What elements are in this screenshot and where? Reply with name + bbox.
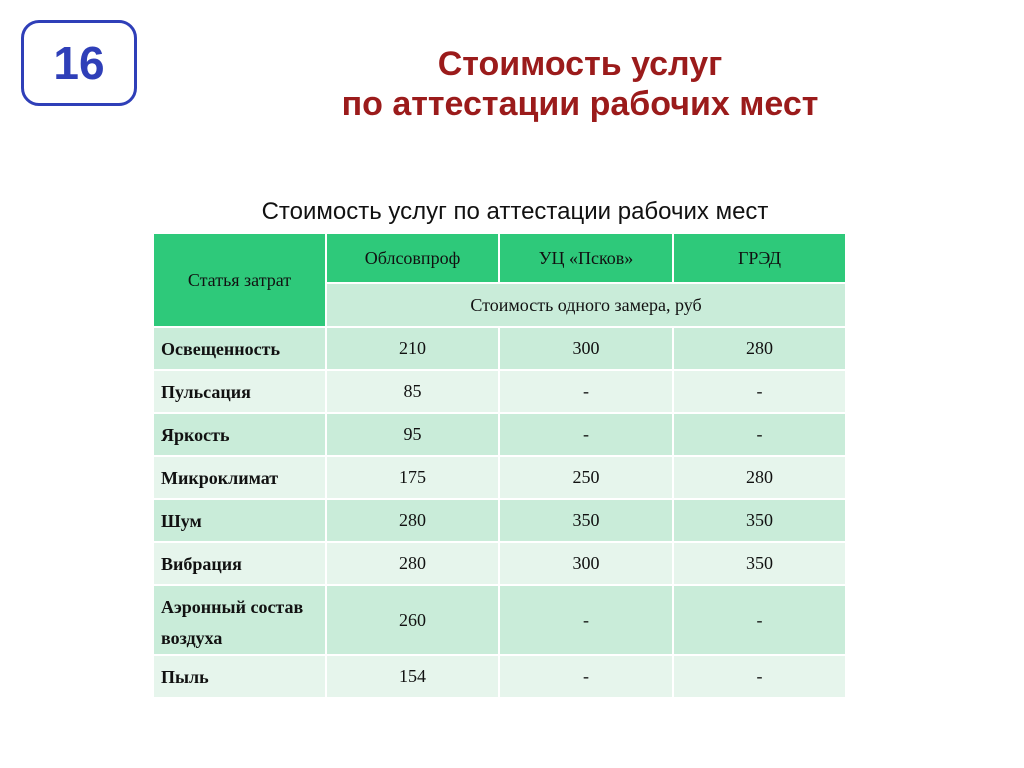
cell-value: 280 (326, 499, 499, 542)
cell-value: - (499, 413, 673, 456)
cell-value: 350 (499, 499, 673, 542)
cell-value: 280 (673, 327, 846, 370)
cell-value: - (673, 370, 846, 413)
cell-value: 260 (326, 585, 499, 655)
table-row (153, 499, 846, 542)
subheader-measure-cost: Стоимость одного замера, руб (326, 283, 846, 327)
cell-value: 154 (326, 655, 499, 698)
header-gred: ГРЭД (673, 233, 846, 283)
cell-value: 280 (673, 456, 846, 499)
row-label: Яркость (153, 413, 326, 456)
header-uc-pskov: УЦ «Псков» (499, 233, 673, 283)
slide-title (280, 44, 880, 124)
cell-value: 280 (326, 542, 499, 585)
row-label: Микроклимат (153, 456, 326, 499)
cell-value: - (499, 585, 673, 655)
cell-value: - (673, 585, 846, 655)
cell-value: 210 (326, 327, 499, 370)
row-label: Пыль (153, 655, 326, 698)
slide-title-line-2: по аттестации рабочих мест (341, 85, 819, 123)
cell-value: 95 (326, 413, 499, 456)
table-row (153, 370, 846, 413)
cost-table (152, 232, 847, 699)
cell-value: - (673, 655, 846, 698)
cell-value: - (673, 413, 846, 456)
cell-value: 300 (499, 542, 673, 585)
table-row (153, 655, 846, 698)
slide-number-badge: 16 (21, 20, 137, 106)
row-label: Аэронный состав воздуха (153, 585, 326, 655)
header-oblsovprof: Облсовпроф (326, 233, 499, 283)
table-row (153, 413, 846, 456)
cell-value: 300 (499, 327, 673, 370)
table-row (153, 456, 846, 499)
row-label: Шум (153, 499, 326, 542)
cell-value: 250 (499, 456, 673, 499)
row-label: Пульсация (153, 370, 326, 413)
row-label: Освещенность (153, 327, 326, 370)
cell-value: - (499, 655, 673, 698)
table-row (153, 542, 846, 585)
slide-title-line-1: Стоимость услуг (437, 45, 723, 83)
cell-value: 85 (326, 370, 499, 413)
header-cost-item: Статья затрат (153, 233, 326, 327)
table-caption: Стоимость услуг по аттестации рабочих мест (261, 198, 769, 225)
cell-value: - (499, 370, 673, 413)
cell-value: 175 (326, 456, 499, 499)
cell-value: 350 (673, 542, 846, 585)
row-label: Вибрация (153, 542, 326, 585)
table-row (153, 585, 846, 655)
cell-value: 350 (673, 499, 846, 542)
table-row (153, 327, 846, 370)
